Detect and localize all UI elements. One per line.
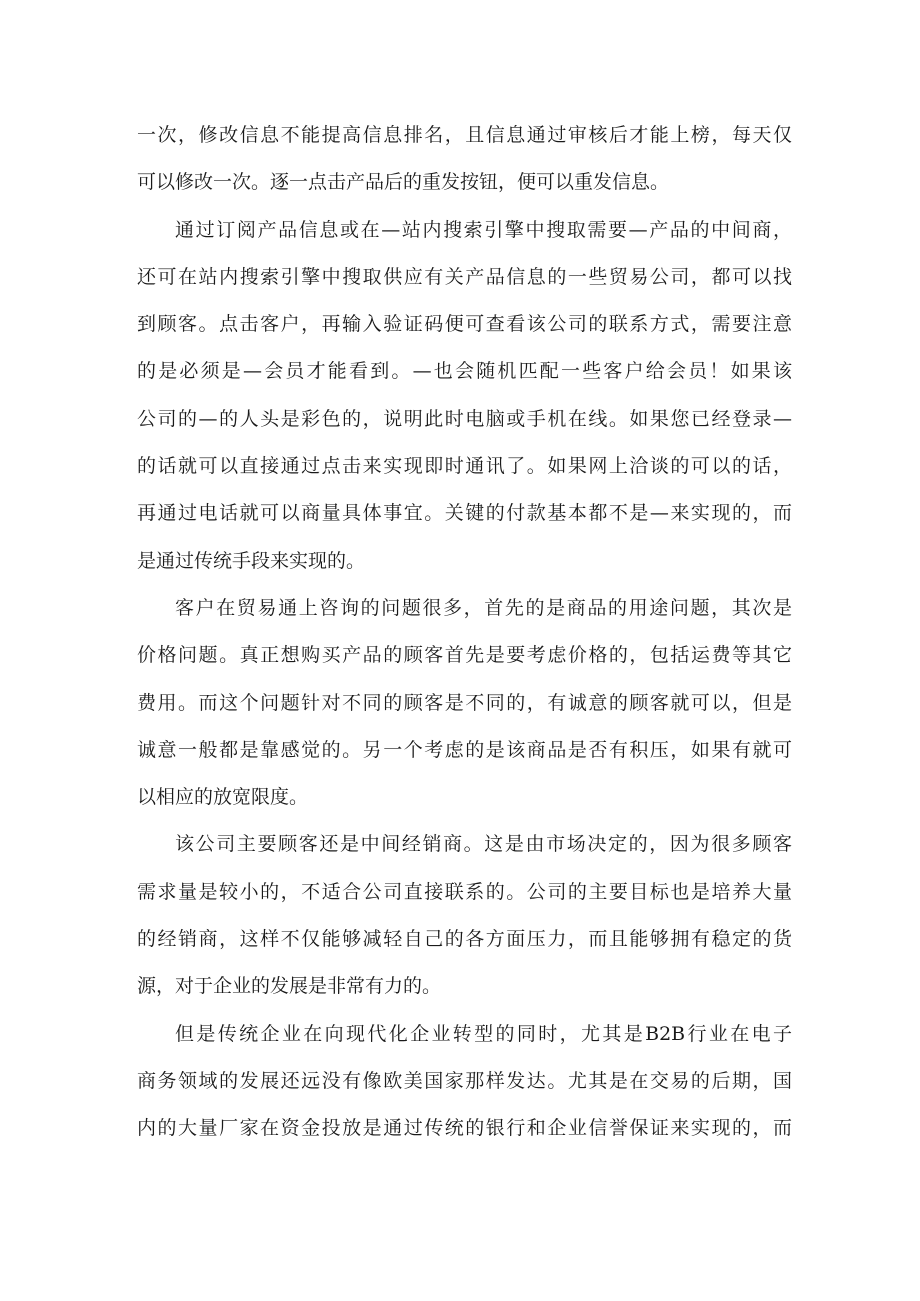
document-body	[137, 112, 792, 1153]
text-line: 一次，修改信息不能提高信息排名，且信息通过审核后才能上榜，每天仅	[137, 124, 792, 146]
paragraph	[137, 112, 792, 207]
text-line: 价格问题。真正想购买产品的顾客首先是要考虑价格的，包括运费等其它	[137, 644, 792, 667]
text-line: 可以修改一次。逐一点击产品后的重发按钮，便可以重发信息。	[137, 171, 670, 194]
text-line: 需求量是较小的，不适合公司直接联系的。公司的主要目标也是培养大量	[137, 880, 792, 903]
text-line: 公司的—的人头是彩色的，说明此时电脑或手机在线。如果您已经登录—	[137, 407, 792, 430]
text-line: 是通过传统手段来实现的。	[137, 549, 366, 572]
text-line: 费用。而这个问题针对不同的顾客是不同的，有诚意的顾客就可以，但是	[137, 691, 792, 714]
paragraph	[137, 821, 792, 1010]
text-line: 的是必须是—会员才能看到。—也会随机匹配一些客户给会员！如果该	[137, 360, 792, 383]
paragraph	[137, 1011, 792, 1153]
paragraph	[137, 585, 792, 821]
text-line: 以相应的放宽限度。	[137, 786, 309, 809]
text-line: 的经销商，这样不仅能够减轻自己的各方面压力，而且能够拥有稳定的货	[137, 928, 792, 951]
paragraph	[137, 207, 792, 585]
text-line: 源，对于企业的发展是非常有力的。	[137, 975, 442, 998]
text-line: 通过订阅产品信息或在—站内搜索引擎中搜取需要—产品的中间商，	[175, 218, 792, 241]
text-line: 该公司主要顾客还是中间经销商。这是由市场决定的，因为很多顾客	[175, 833, 792, 856]
text-line: 再通过电话就可以商量具体事宜。关键的付款基本都不是—来实现的，而	[137, 502, 792, 525]
text-line: 到顾客。点击客户，再输入验证码便可查看该公司的联系方式，需要注意	[137, 313, 792, 336]
text-line: 还可在站内搜索引擎中搜取供应有关产品信息的一些贸易公司，都可以找	[137, 265, 792, 288]
text-line: 商务领域的发展还远没有像欧美国家那样发达。尤其是在交易的后期，国	[137, 1069, 792, 1092]
text-line: 内的大量厂家在资金投放是通过传统的银行和企业信誉保证来实现的，而	[137, 1117, 792, 1140]
text-line: 但是传统企业在向现代化企业转型的同时，尤其是B2B行业在电子	[175, 1022, 792, 1045]
text-line: 客户在贸易通上咨询的问题很多，首先的是商品的用途问题，其次是	[175, 596, 792, 619]
text-line: 诚意一般都是靠感觉的。另一个考虑的是该商品是否有积压，如果有就可	[137, 738, 792, 761]
text-line: 的话就可以直接通过点击来实现即时通讯了。如果网上洽谈的可以的话，	[137, 455, 792, 478]
